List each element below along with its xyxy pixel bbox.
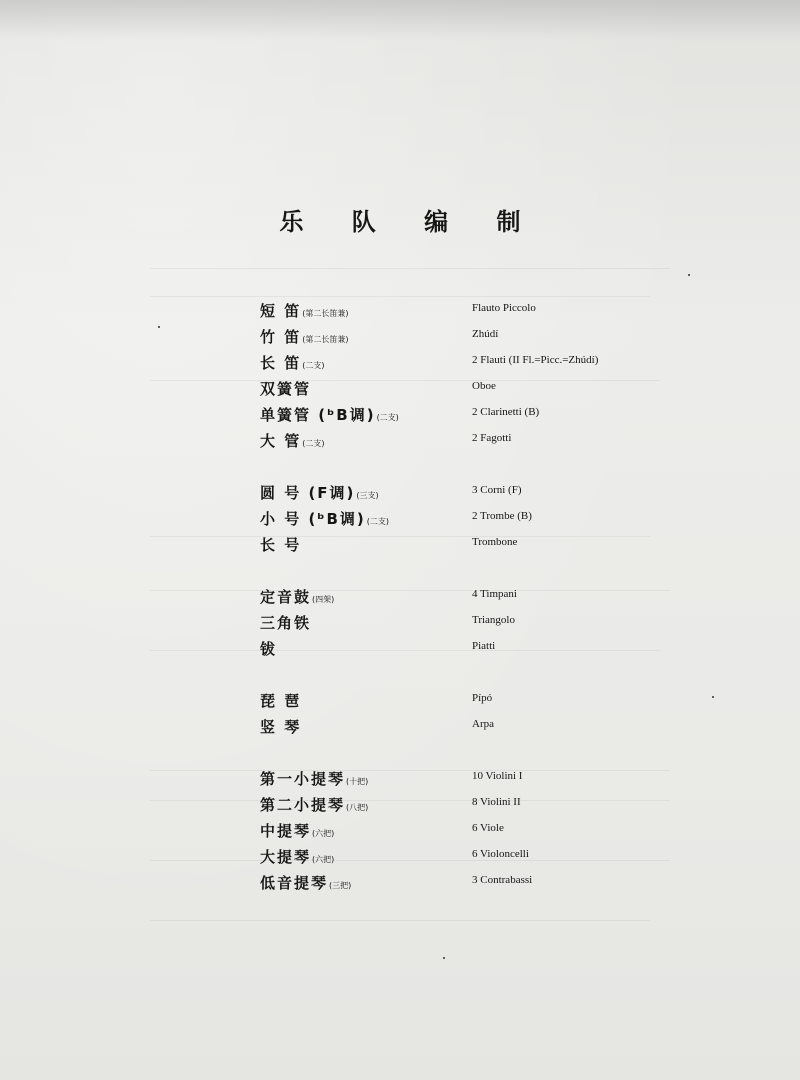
instrument-row xyxy=(0,300,800,326)
scan-speck xyxy=(688,274,690,276)
instrument-row xyxy=(0,768,800,794)
instrument-cn: 长 笛(二支) xyxy=(260,354,325,372)
instrument-en: 2 Flauti (II Fl.=Picc.=Zhúdí) xyxy=(472,354,599,366)
instrument-row xyxy=(0,586,800,612)
instrument-cn: 长 号 xyxy=(260,536,302,554)
scan-speck xyxy=(443,957,445,959)
instrument-en: 2 Trombe (B) xyxy=(472,510,532,522)
instrument-en: 3 Corni (F) xyxy=(472,484,522,496)
instrument-row xyxy=(0,638,800,664)
instrument-en: 3 Contrabassi xyxy=(472,874,533,886)
instrument-row xyxy=(0,378,800,404)
instrument-row xyxy=(0,872,800,898)
instrument-cn: 小 号 (ᵇB调)(二支) xyxy=(260,510,390,528)
instrument-cn: 低音提琴(三把) xyxy=(260,874,352,892)
instrument-en: Trombone xyxy=(472,536,518,548)
instrument-en: 10 Violini I xyxy=(472,770,523,782)
instrument-cn: 短 笛(第二长笛兼) xyxy=(260,302,349,320)
bleed-through-line xyxy=(150,296,650,297)
instrument-cn: 中提琴(六把) xyxy=(260,822,335,840)
instrument-row xyxy=(0,326,800,352)
instrument-row xyxy=(0,430,800,456)
instrument-cn: 大提琴(六把) xyxy=(260,848,335,866)
instrument-row xyxy=(0,612,800,638)
instrument-cn: 琵 琶 xyxy=(260,692,302,710)
instrument-row xyxy=(0,820,800,846)
instrument-cn: 三角铁 xyxy=(260,614,312,632)
instrument-en: Piatti xyxy=(472,640,496,652)
instrument-en: 6 Violoncelli xyxy=(472,848,529,860)
scan-speck xyxy=(712,696,714,698)
instrument-en: 2 Clarinetti (B) xyxy=(472,406,540,418)
bleed-through-line xyxy=(150,268,670,269)
instrument-en: Pípó xyxy=(472,692,493,704)
instrument-row xyxy=(0,846,800,872)
instrument-en: 2 Fagotti xyxy=(472,432,512,444)
instrument-row xyxy=(0,534,800,560)
instrument-cn: 第一小提琴(十把) xyxy=(260,770,369,788)
instrument-cn: 钹 xyxy=(260,640,278,658)
instrument-en: Flauto Piccolo xyxy=(472,302,536,314)
instrument-cn: 定音鼓(四架) xyxy=(260,588,335,606)
instrument-cn: 竖 琴 xyxy=(260,718,302,736)
instrument-row xyxy=(0,794,800,820)
page-title: 乐 队 编 制 xyxy=(279,208,541,236)
instrument-row xyxy=(0,716,800,742)
instrument-en: Oboe xyxy=(472,380,496,392)
instrument-cn: 圆 号 (F调)(三支) xyxy=(260,484,379,502)
instrument-row xyxy=(0,404,800,430)
instrument-row xyxy=(0,508,800,534)
scan-speck xyxy=(158,326,160,328)
instrument-cn: 单簧管 (ᵇB调)(二支) xyxy=(260,406,399,424)
instrument-en: 6 Viole xyxy=(472,822,504,834)
instrument-cn: 大 管(二支) xyxy=(260,432,325,450)
instrument-row xyxy=(0,482,800,508)
instrument-row xyxy=(0,352,800,378)
instrument-cn: 竹 笛(第二长笛兼) xyxy=(260,328,349,346)
instrument-en: 8 Violini II xyxy=(472,796,521,808)
instrument-cn: 双簧管 xyxy=(260,380,312,398)
instrument-en: 4 Timpani xyxy=(472,588,517,600)
bleed-through-line xyxy=(150,920,650,921)
instrument-en: Triangolo xyxy=(472,614,515,626)
instrument-cn: 第二小提琴(八把) xyxy=(260,796,369,814)
instrument-en: Zhúdí xyxy=(472,328,499,340)
instrument-row xyxy=(0,690,800,716)
instrument-en: Arpa xyxy=(472,718,494,730)
